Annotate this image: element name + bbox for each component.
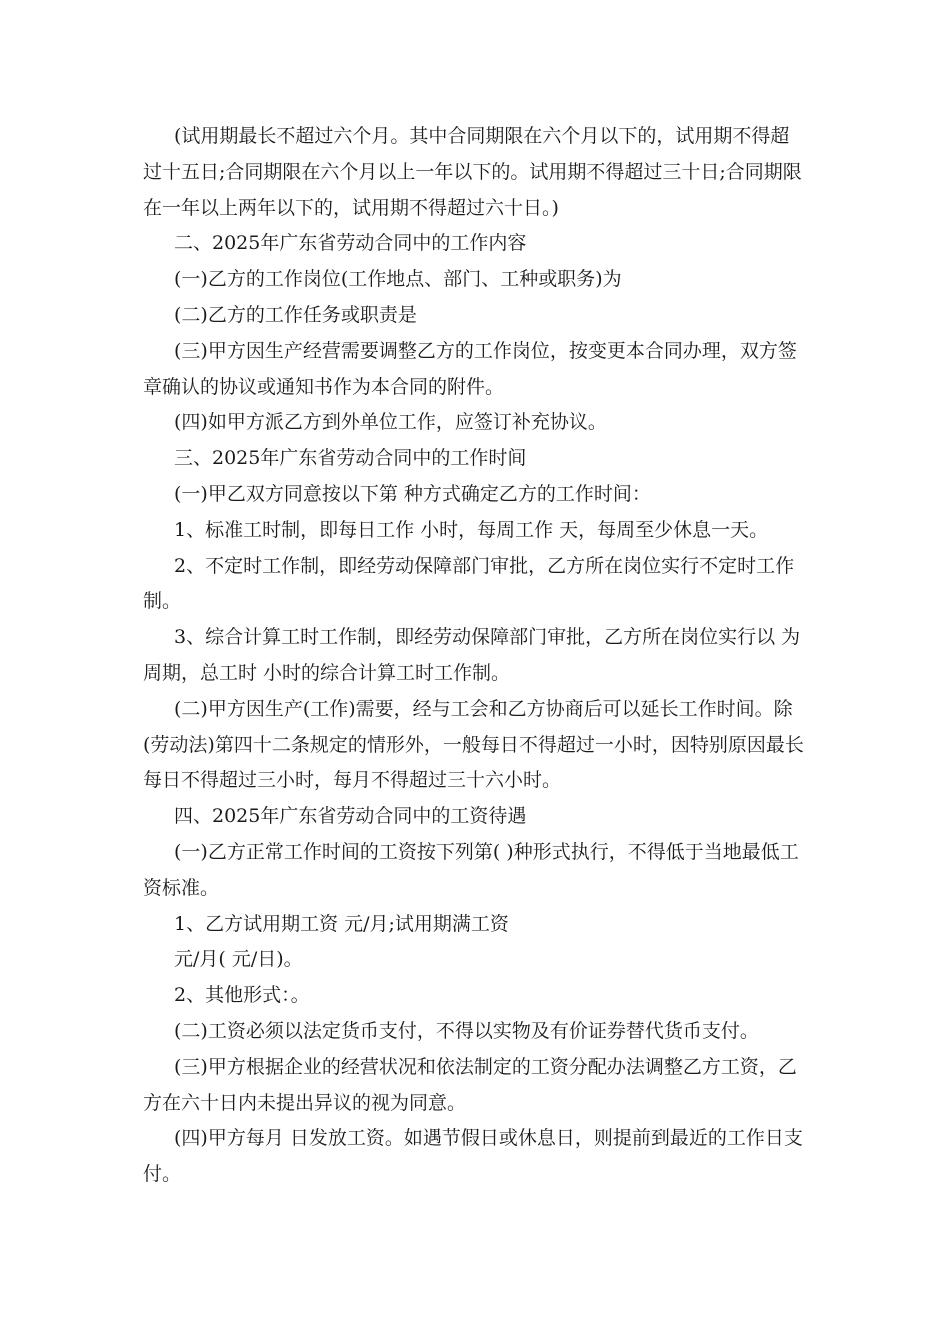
paragraph-hours-method: (一)甲乙双方同意按以下第 种方式确定乙方的工作时间： [174,482,651,505]
paragraph-flexible-hours: 2、不定时工作制，即经劳动保障部门审批，乙方所在岗位实行不定时工作制。 [143,554,795,613]
paragraph-job-duties: (二)乙方的工作任务或职责是 [174,303,417,326]
paragraph-wage-per-day: 元/月( 元/日)。 [174,948,303,971]
heading-work-content: 二、2025年广东省劳动合同中的工作内容 [174,232,527,255]
paragraph-comprehensive-hours: 3、综合计算工时工作制，即经劳动保障部门审批，乙方所在岗位实行以 为周期，总工时 小时的综合计算工时工作制。 [143,626,801,684]
paragraph-payday: (四)甲方每月 日发放工资。如遇节假日或休息日，则提前到最近的工作日支付。 [143,1127,803,1186]
heading-wages: 四、2025年广东省劳动合同中的工资待遇 [174,805,527,828]
paragraph-other-forms: 2、其他形式：。 [174,984,310,1007]
paragraph-probation-wage: 1、乙方试用期工资 元/月;试用期满工资 [174,912,509,935]
paragraph-wage-adjustment: (三)甲方根据企业的经营状况和依法制定的工资分配办法调整乙方工资，乙方在六十日内未提出异议的视为同意。 [143,1055,797,1114]
paragraph-probation-note: (试用期最长不超过六个月。其中合同期限在六个月以下的，试用期不得超过十五日;合同期限在六个月以上一年以下的。试用期不得超过三十日;合同期限在一年以上两年以下的，试用期不得超过六十日。) [143,125,802,219]
paragraph-external-assignment: (四)如甲方派乙方到外单位工作，应签订补充协议。 [174,411,607,434]
paragraph-standard-hours: 1、标准工时制，即每日工作 小时，每周工作 天，每周至少休息一天。 [174,518,769,541]
heading-work-hours: 三、2025年广东省劳动合同中的工作时间 [174,447,527,470]
paragraph-job-position: (一)乙方的工作岗位(工作地点、部门、工种或职务)为 [174,268,622,291]
paragraph-position-adjustment: (三)甲方因生产经营需要调整乙方的工作岗位，按变更本合同办理，双方签章确认的协议或通知书作为本合同的附件。 [143,339,797,398]
paragraph-wage-form: (一)乙方正常工作时间的工资按下列第( )种形式执行，不得低于当地最低工资标准。 [143,840,799,899]
paragraph-overtime: (二)甲方因生产(工作)需要，经与工会和乙方协商后可以延长工作时间。除(劳动法)第四十二条规定的情形外，一般每日不得超过一小时，因特别原因最长每日不得超过三小时，每月不得超过三十六小时。 [143,697,804,792]
paragraph-legal-currency: (二)工资必须以法定货币支付，不得以实物及有价证券替代货币支付。 [174,1019,759,1042]
document-body [143,119,808,1193]
